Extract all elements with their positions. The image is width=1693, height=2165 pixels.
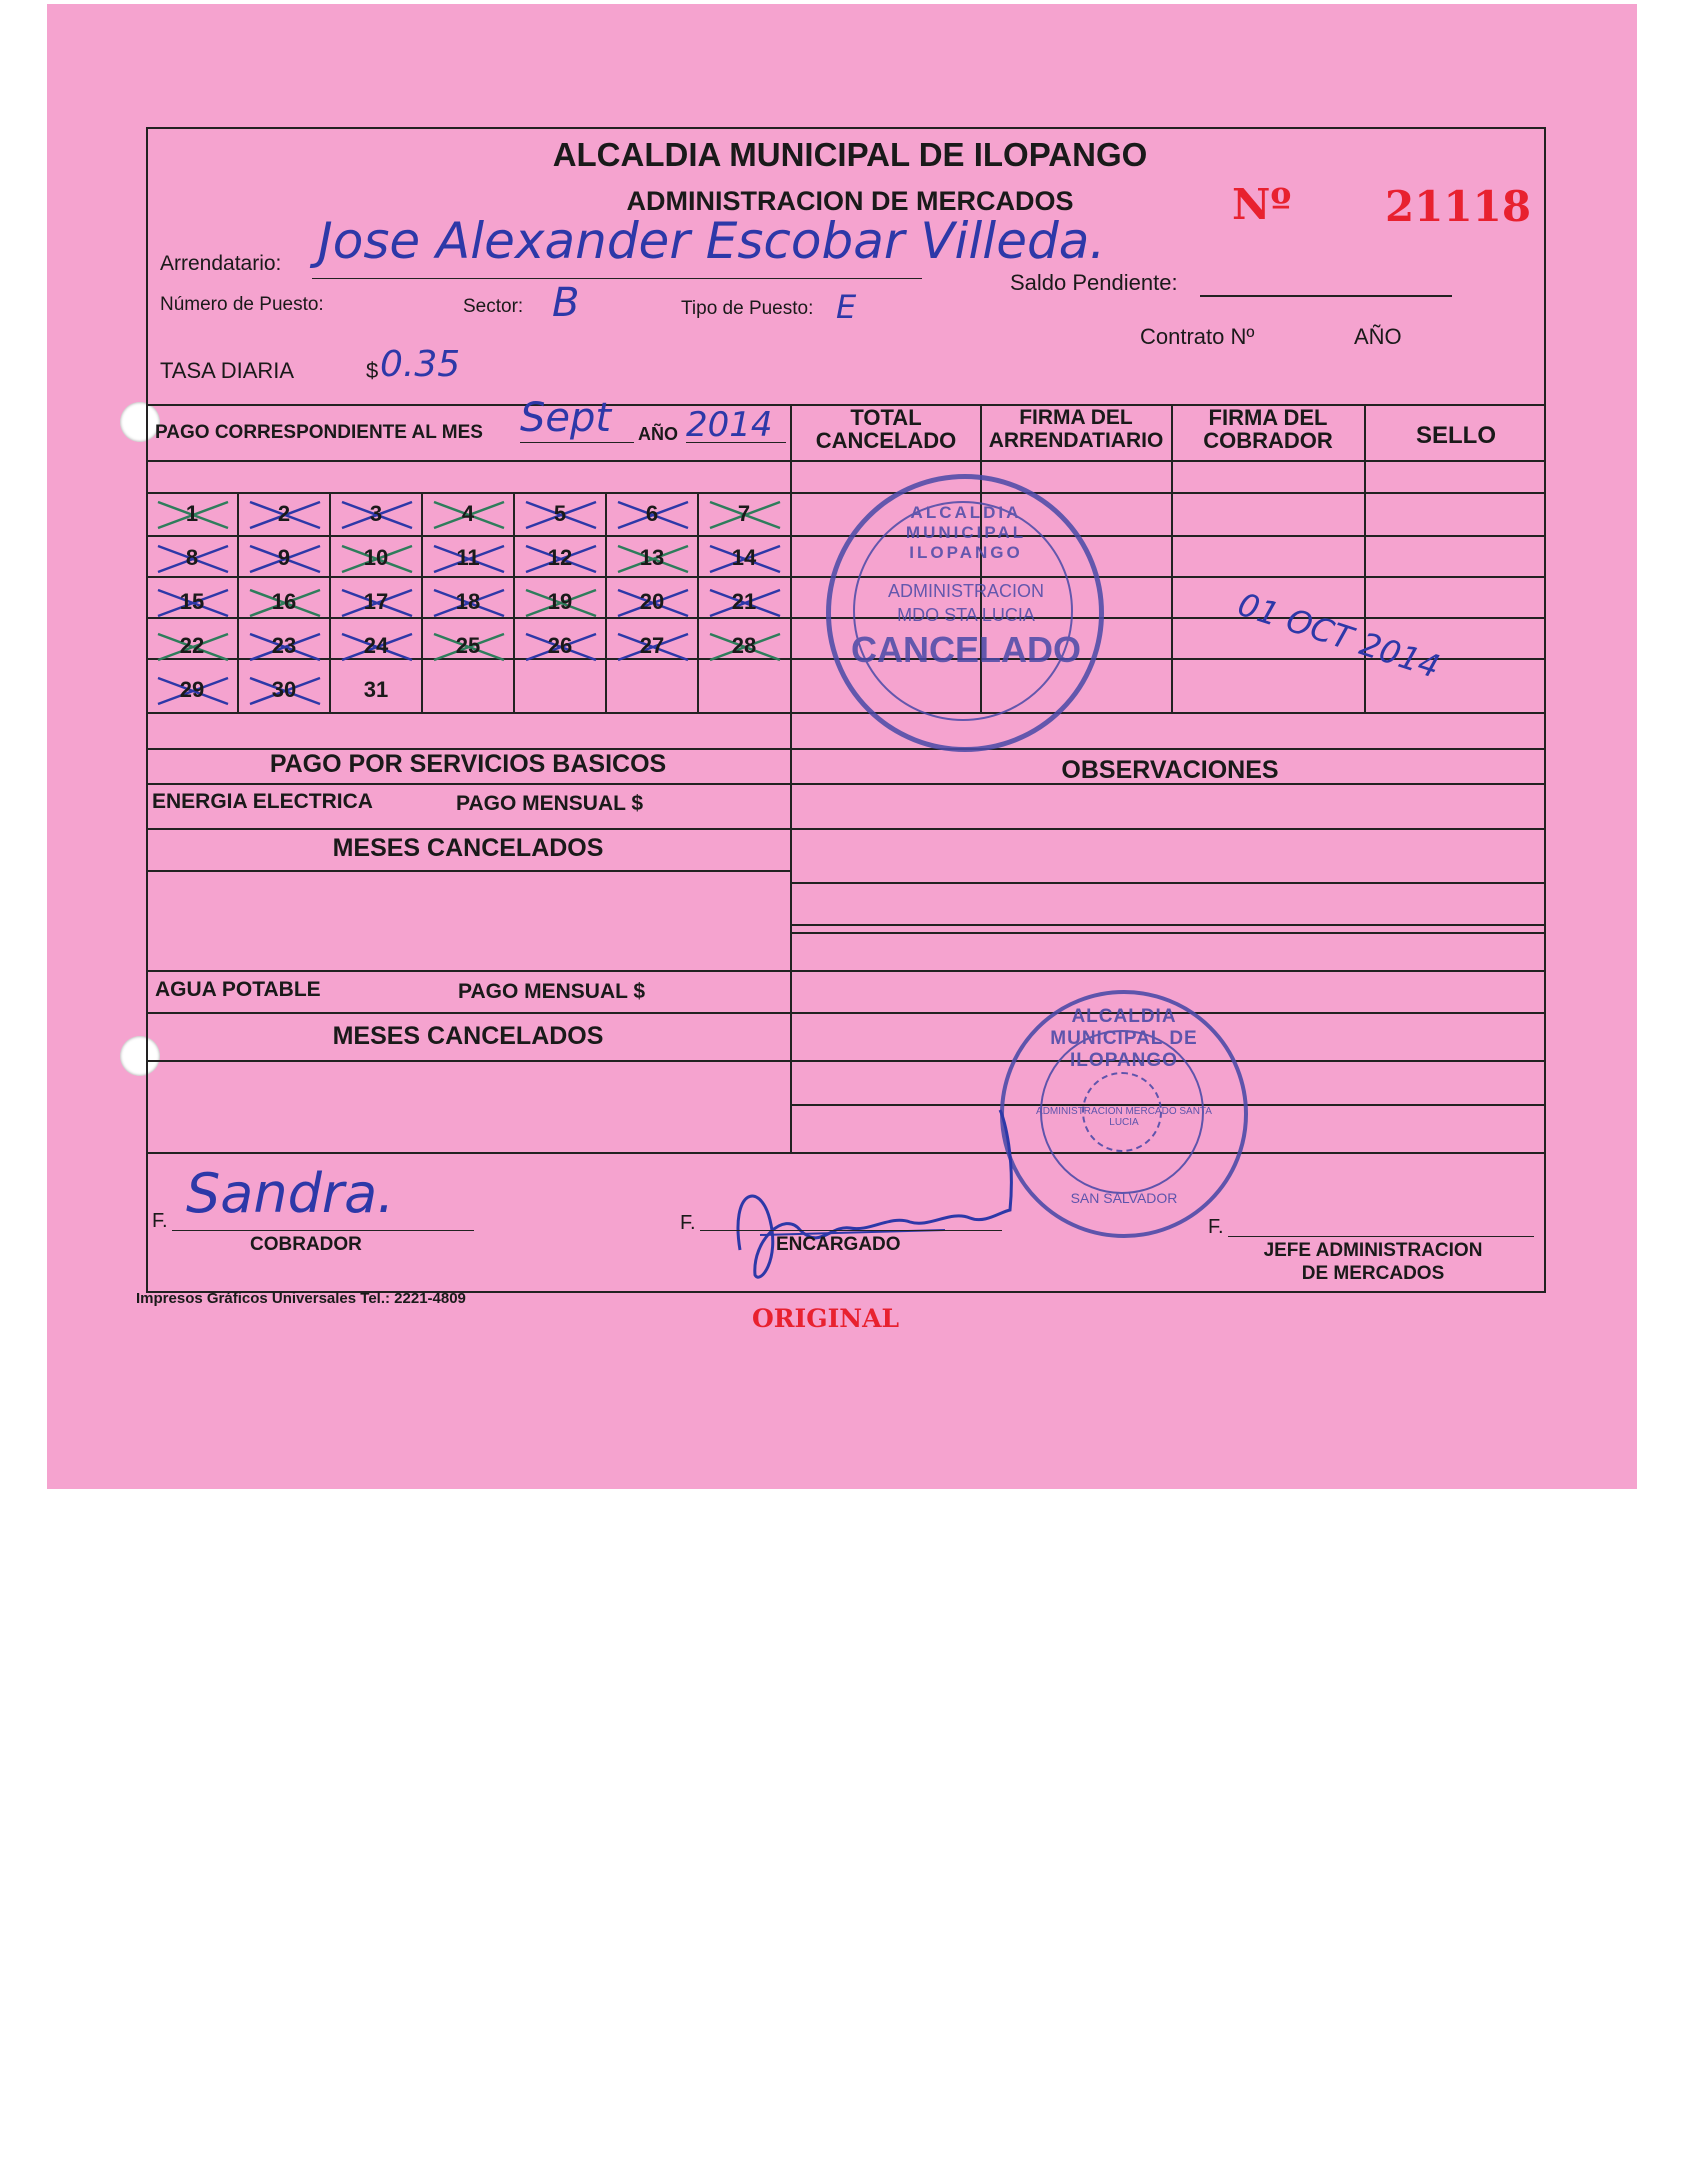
day-number: 29 — [179, 677, 205, 702]
arrendatario-value: Jose Alexander Escobar Villeda. — [318, 212, 1106, 270]
day-cell — [146, 668, 238, 712]
serial-number: 21118 — [1385, 182, 1532, 231]
grid-line — [146, 828, 1546, 830]
tasa-currency: $ — [366, 358, 379, 383]
day-number: 22 — [179, 633, 205, 658]
day-number: 26 — [547, 633, 573, 658]
day-number: 20 — [639, 589, 665, 614]
day-cell — [330, 668, 422, 712]
municipal-seal — [1000, 990, 1248, 1238]
grid-line — [790, 924, 1546, 926]
sig-prefix-2: F. — [680, 1212, 696, 1234]
day-cell — [514, 492, 606, 536]
number-label: Nº — [1232, 180, 1292, 229]
sig-prefix-3: F. — [1208, 1216, 1224, 1238]
day-number: 21 — [731, 589, 757, 614]
saldo-label: Saldo Pendiente: — [1010, 270, 1178, 295]
form-subtitle: ADMINISTRACION DE MERCADOS — [626, 186, 1074, 216]
day-cell — [238, 580, 330, 624]
cobrador-signature: Sandra. — [186, 1162, 395, 1225]
energia-label: ENERGIA ELECTRICA — [152, 790, 373, 813]
day-number: 11 — [456, 545, 480, 570]
mes-label: PAGO CORRESPONDIENTE AL MES — [155, 422, 483, 443]
cobrador-label: COBRADOR — [250, 1234, 362, 1255]
day-number: 4 — [461, 501, 475, 526]
agua-label: AGUA POTABLE — [155, 978, 321, 1001]
day-number: 3 — [369, 501, 383, 526]
col-firma-cobrador: FIRMA DEL COBRADOR — [1203, 405, 1333, 453]
day-number: 7 — [737, 501, 751, 526]
day-number: 31 — [363, 677, 389, 702]
day-number: 30 — [271, 677, 297, 702]
day-cell — [698, 492, 790, 536]
col-total: TOTAL CANCELADO — [815, 405, 957, 453]
tasa-value: 0.35 — [380, 344, 461, 385]
col-sello: SELLO — [1415, 422, 1496, 449]
grid-line — [790, 748, 792, 1152]
puesto-label: Número de Puesto: — [160, 294, 324, 315]
day-cell — [514, 536, 606, 580]
day-number: 24 — [363, 633, 389, 658]
date-stamp: 01 OCT 2014 — [1233, 585, 1445, 686]
mes-line — [520, 442, 634, 443]
grid-line — [146, 1060, 1546, 1062]
paid-stamp-top: ALCALDIA MUNICIPAL ILOPANGO — [905, 503, 1027, 562]
col-firma-arrendatario: FIRMA DEL ARRENDATIARIO — [988, 406, 1164, 452]
meses-label: MESES CANCELADOS — [332, 834, 604, 862]
grid-line — [790, 404, 792, 748]
day-number: 13 — [639, 545, 665, 570]
day-cell — [146, 580, 238, 624]
day-number: 19 — [547, 589, 573, 614]
paid-stamp — [826, 474, 1104, 752]
day-cell — [330, 536, 422, 580]
day-cell — [146, 624, 238, 668]
day-number: 16 — [271, 589, 297, 614]
servicios-title: PAGO POR SERVICIOS BASICOS — [269, 750, 667, 778]
day-number: 1 — [185, 501, 199, 526]
day-number: 5 — [553, 501, 567, 526]
day-cell — [606, 536, 698, 580]
meses-label-2: MESES CANCELADOS — [332, 1022, 604, 1050]
day-cell — [698, 624, 790, 668]
seal-bottom-text: SAN SALVADOR — [1070, 1190, 1178, 1206]
day-cell — [606, 492, 698, 536]
day-number: 6 — [645, 501, 659, 526]
grid-line — [1171, 404, 1173, 712]
observaciones-title: OBSERVACIONES — [1061, 756, 1279, 784]
day-cell — [330, 624, 422, 668]
grid-line — [146, 712, 1546, 714]
form-title: ALCALDIA MUNICIPAL DE ILOPANGO — [552, 136, 1148, 173]
pago-mensual-label: PAGO MENSUAL $ — [456, 792, 644, 815]
day-cell — [698, 580, 790, 624]
day-cell — [422, 624, 514, 668]
jefe-label-1: JEFE ADMINISTRACION — [1263, 1240, 1483, 1261]
anio-label: AÑO — [1354, 324, 1402, 349]
encargado-label: ENCARGADO — [776, 1234, 901, 1255]
sector-label: Sector: — [463, 296, 524, 317]
mes-anio-value: 2014 — [686, 405, 773, 445]
day-cell — [238, 668, 330, 712]
mes-anio-line — [686, 442, 786, 443]
day-number: 12 — [547, 545, 573, 570]
seal-inner-text: ADMINISTRACION MERCADO SANTA LUCIA — [1036, 1106, 1212, 1128]
day-cell — [422, 492, 514, 536]
day-number: 18 — [455, 589, 481, 614]
day-number: 14 — [731, 545, 757, 570]
printer-note: Impresos Gráficos Universales Tel.: 2221-4809 — [136, 1290, 466, 1307]
sig-prefix-1: F. — [152, 1210, 168, 1232]
day-cell — [146, 536, 238, 580]
grid-line — [146, 1012, 1546, 1014]
day-cell — [238, 536, 330, 580]
day-cell — [422, 580, 514, 624]
sig-line — [700, 1230, 1002, 1231]
mes-value: Sept — [520, 395, 612, 441]
jefe-label-2: DE MERCADOS — [1301, 1263, 1445, 1284]
arrendatario-label: Arrendatario: — [160, 252, 282, 275]
day-number: 25 — [455, 633, 481, 658]
day-cell — [238, 624, 330, 668]
day-number: 23 — [271, 633, 297, 658]
day-number: 2 — [277, 501, 291, 526]
mes-anio-label: AÑO — [638, 424, 678, 444]
seal-ring-text: ALCALDIA MUNICIPAL DE ILOPANGO — [1050, 1006, 1198, 1071]
grid-line — [146, 783, 1546, 785]
day-number: 8 — [185, 545, 199, 570]
day-number: 28 — [731, 633, 757, 658]
day-cell — [330, 580, 422, 624]
paid-stamp-line2: MDO STA LUCIA — [897, 605, 1035, 625]
day-cell — [606, 580, 698, 624]
paid-stamp-line1: ADMINISTRACION — [887, 581, 1044, 601]
grid-line — [790, 882, 1546, 884]
tipo-value: E — [836, 288, 857, 326]
sig-line — [172, 1230, 474, 1231]
day-number: 15 — [179, 589, 205, 614]
day-number: 10 — [363, 545, 389, 570]
day-number: 9 — [277, 545, 291, 570]
day-cell — [238, 492, 330, 536]
grid-line — [1364, 404, 1366, 712]
day-cell — [698, 536, 790, 580]
day-cell — [606, 624, 698, 668]
pago-mensual-label-2: PAGO MENSUAL $ — [458, 980, 646, 1003]
day-cell — [514, 624, 606, 668]
contrato-label: Contrato Nº — [1140, 324, 1255, 349]
day-number: 27 — [639, 633, 665, 658]
grid-line — [790, 932, 1546, 934]
day-cell — [514, 580, 606, 624]
encargado-signature — [700, 1100, 1030, 1290]
sector-value: B — [552, 280, 580, 326]
grid-line — [146, 460, 1546, 462]
day-cell — [146, 492, 238, 536]
paid-stamp-big: CANCELADO — [851, 629, 1081, 670]
day-number: 17 — [363, 589, 389, 614]
grid-line — [146, 870, 790, 872]
day-cell — [330, 492, 422, 536]
sig-line — [1228, 1236, 1534, 1237]
day-cell — [422, 536, 514, 580]
copy-label: ORIGINAL — [752, 1304, 900, 1333]
tasa-label: TASA DIARIA — [160, 358, 295, 383]
grid-line — [146, 970, 1546, 972]
tipo-label: Tipo de Puesto: — [681, 298, 814, 319]
